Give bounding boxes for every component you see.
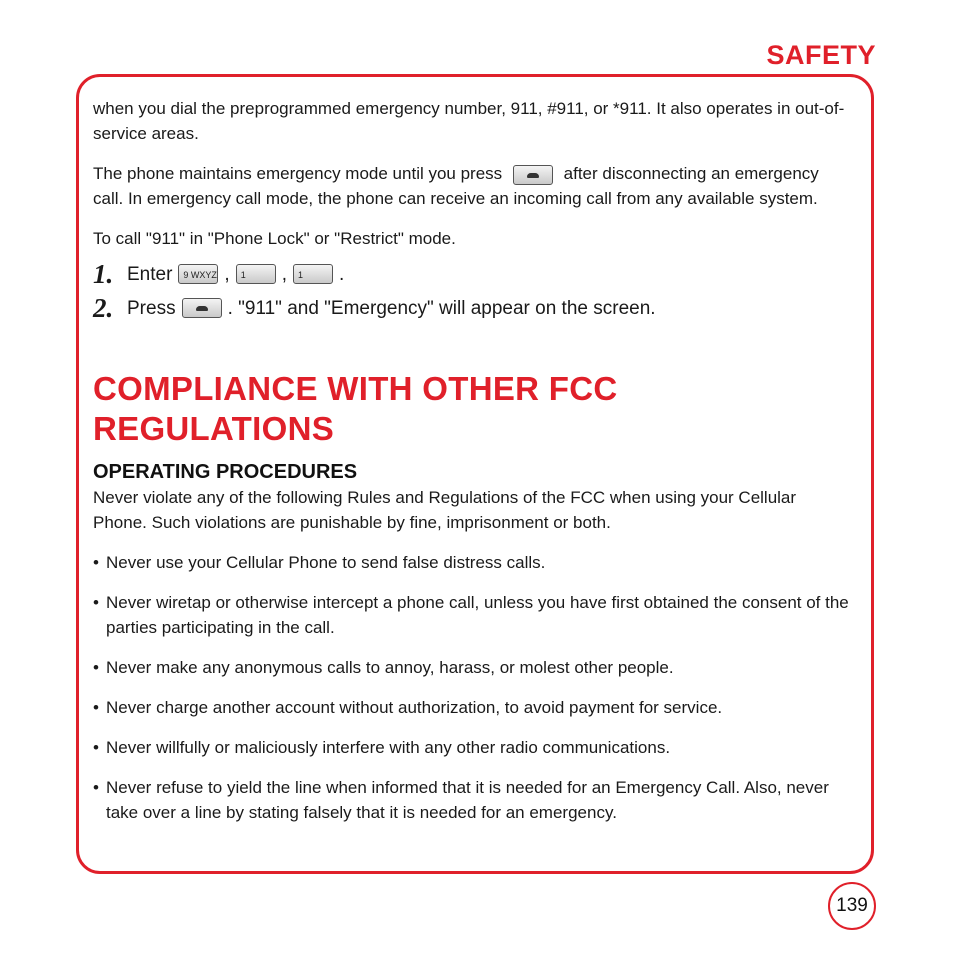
step-end: . bbox=[338, 263, 345, 285]
bullet-symbol: • bbox=[93, 593, 99, 612]
bullet-symbol: • bbox=[93, 778, 99, 797]
bullet-text: Never refuse to yield the line when informed that it is needed for an Emergency Call. Also, never take over a line by stating falsely that it is needed for an emergency. bbox=[106, 778, 829, 822]
section-tag: SAFETY bbox=[766, 40, 876, 70]
section-heading: COMPLIANCE WITH OTHER FCC REGULATIONS bbox=[93, 370, 618, 447]
bullet-item bbox=[93, 655, 853, 680]
bullet-text: Never use your Cellular Phone to send false distress calls. bbox=[106, 553, 546, 572]
bullet-symbol: • bbox=[93, 738, 99, 757]
bullet-symbol: • bbox=[93, 658, 99, 677]
intro-paragraph-2-before: The phone maintains emergency mode until you press bbox=[93, 164, 503, 183]
page-number: 139 bbox=[828, 882, 876, 930]
step-1 bbox=[93, 257, 853, 291]
bullet-text: Never willfully or maliciously interfere with any other radio communications. bbox=[106, 738, 671, 757]
bullet-text: Never make any anonymous calls to annoy, harass, or molest other people. bbox=[106, 658, 674, 677]
intro-paragraph-2-after: after disconnecting an emergency call. In emergency call mode, the phone can receive an incoming call from any available system. bbox=[93, 164, 819, 208]
step-text-after: . "911" and "Emergency" will appear on the screen. bbox=[227, 297, 656, 319]
step-text: Press bbox=[127, 297, 176, 319]
bullet-symbol: • bbox=[93, 553, 99, 572]
intro-paragraph-3: To call "911" in "Phone Lock" or "Restrict" mode. bbox=[93, 229, 456, 248]
bullet-text: Never wiretap or otherwise intercept a phone call, unless you have first obtained the consent of the parties participating in the call. bbox=[106, 593, 849, 637]
page-content bbox=[93, 96, 853, 825]
bullet-item bbox=[93, 550, 853, 575]
key-1-icon: 1 bbox=[236, 264, 276, 284]
intro-paragraph-1: when you dial the preprogrammed emergency number, 911, #911, or *911. It also operates in out-of-service areas. bbox=[93, 99, 845, 143]
bullet-list bbox=[93, 535, 853, 825]
bullet-item bbox=[93, 735, 853, 760]
bullet-item bbox=[93, 775, 853, 825]
step-text: Enter bbox=[127, 263, 173, 285]
separator: , bbox=[224, 263, 230, 285]
separator: , bbox=[281, 263, 287, 285]
subheading: OPERATING PROCEDURES bbox=[93, 461, 358, 483]
end-call-key-icon bbox=[182, 298, 222, 318]
end-call-key-icon bbox=[513, 165, 553, 185]
key-9-icon: 9 WXYZ bbox=[178, 264, 218, 284]
bullet-symbol: • bbox=[93, 698, 99, 717]
key-1-icon: 1 bbox=[293, 264, 333, 284]
bullet-item bbox=[93, 590, 853, 640]
step-2 bbox=[93, 291, 853, 325]
bullet-text: Never charge another account without authorization, to avoid payment for service. bbox=[106, 698, 723, 717]
bullet-item bbox=[93, 695, 853, 720]
step-number: 1. bbox=[93, 258, 114, 289]
body-intro: Never violate any of the following Rules and Regulations of the FCC when using your Cellular Phone. Such violations are punishable by fine, imprisonment or both. bbox=[93, 488, 797, 532]
step-number: 2. bbox=[93, 292, 114, 323]
intro-paragraph-2 bbox=[93, 161, 853, 211]
